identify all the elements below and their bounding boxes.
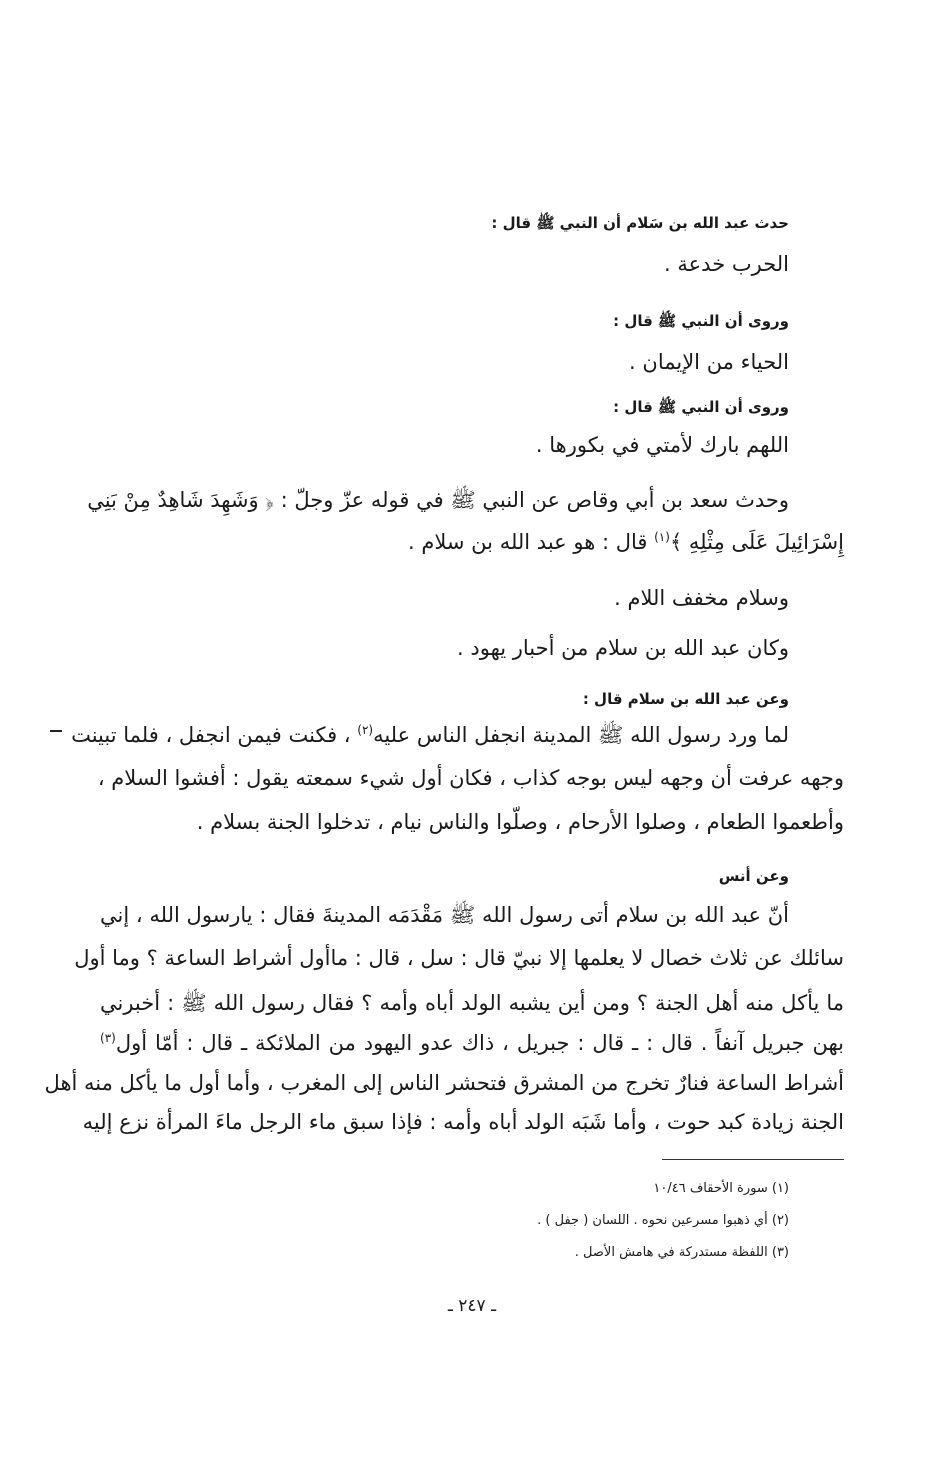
- footnote-separator: [662, 1159, 844, 1160]
- margin-mark: [50, 730, 62, 732]
- hadith-intro-5: وعن أنس: [718, 867, 789, 885]
- footnote-ref-3: (٣): [100, 1031, 116, 1045]
- hadith-intro-1: حدث عبد الله بن سَلام أن النبي ﷺ قال :: [491, 214, 789, 232]
- note-salam: وسلام مخفف اللام .: [614, 586, 789, 610]
- paragraph-salam-start-tail: ، فكنت فيمن انجفل ، فلما تبينت: [71, 723, 358, 747]
- paragraph-anas-line-4-text: بهن جبريل آنفاً . قال : ـ قال : جبريل ، ذاك عدو اليهود من الملائكة ـ قال : أمّا أول: [115, 1031, 844, 1055]
- paragraph-salam-start: لما ورد رسول الله ﷺ المدينة انجفل الناس عليه: [373, 723, 789, 747]
- paragraph-anas-line-4: [100, 1031, 844, 1055]
- paragraph-salam-line-2: وجهه عرفت أن وجهه ليس بوجه كذاب ، فكان أول شيء سمعته يقول : أفشوا السلام ،: [97, 766, 844, 790]
- paragraph-salam-line-3: وأطعموا الطعام ، وصلوا الأرحام ، وصلّوا والناس نيام ، تدخلوا الجنة بسلام .: [196, 810, 844, 834]
- paragraph-saad-tail: قال : هو عبد الله بن سلام .: [408, 530, 655, 554]
- footnote-ref-1: (١): [654, 530, 670, 544]
- paragraph-anas-line-5: أشراط الساعة فنارٌ تخرج من المشرق فتحشر الناس إلى المغرب ، وأما أول ما يأكل منه أهل: [44, 1071, 844, 1095]
- paragraph-anas-line-6: الجنة زيادة كبد حوت ، وأما شَبَه الولد أباه وأمه : فإذا سبق ماء الرجل ماءَ المرأة نزع إليه: [82, 1110, 844, 1134]
- footnote-1: (١) سورة الأحقاف ١٠/٤٦: [653, 1181, 789, 1196]
- paragraph-anas-line-3: ما يأكل منه أهل الجنة ؟ ومن أين يشبه الولد أباه وأمه ؟ فقال رسول الله ﷺ : أخبرني: [100, 991, 844, 1015]
- footnote-2: (٢) أي ذهبوا مسرعين نحوه . اللسان ( جفل ) .: [537, 1213, 789, 1228]
- hadith-intro-4: وعن عبد الله بن سلام قال :: [582, 690, 789, 708]
- page-number: ـ ٢٤٧ ـ: [447, 1296, 497, 1316]
- hadith-text-3: اللهم بارك لأمتي في بكورها .: [535, 433, 789, 457]
- paragraph-anas-line-2: سائلك عن ثلاث خصال لا يعلمها إلا نبيّ قال : سل ، قال : ماأول أشراط الساعة ؟ وما أول: [74, 946, 844, 970]
- paragraph-anas-line-1: أنّ عبد الله بن سلام أتى رسول الله ﷺ مَقْدَمَه المدينةَ فقال : يارسول الله ، إني: [100, 903, 789, 927]
- footnote-ref-2: (٢): [357, 723, 374, 737]
- note-ahbar: وكان عبد الله بن سلام من أحبار يهود .: [457, 636, 789, 660]
- hadith-text-1: الحرب خدعة .: [664, 252, 789, 276]
- hadith-intro-3: وروى أن النبي ﷺ قال :: [613, 398, 789, 416]
- paragraph-saad-line-2: [100, 530, 844, 554]
- hadith-intro-2: وروى أن النبي ﷺ قال :: [613, 312, 789, 330]
- paragraph-salam-line-1: [71, 722, 789, 753]
- quran-verse-end: إِسْرَائِيلَ عَلَى مِثْلِهِ ﴾: [669, 530, 844, 554]
- hadith-text-2: الحياء من الإيمان .: [629, 350, 789, 374]
- footnote-3: (٣) اللفظة مستدركة في هامش الأصل .: [574, 1245, 789, 1260]
- paragraph-saad-line-1: وحدث سعد بن أبي وقاص عن النبي ﷺ في قوله عزّ وجلّ : ﴿ وَشَهِدَ شَاهِدٌ مِنْ بَنِي: [87, 488, 789, 512]
